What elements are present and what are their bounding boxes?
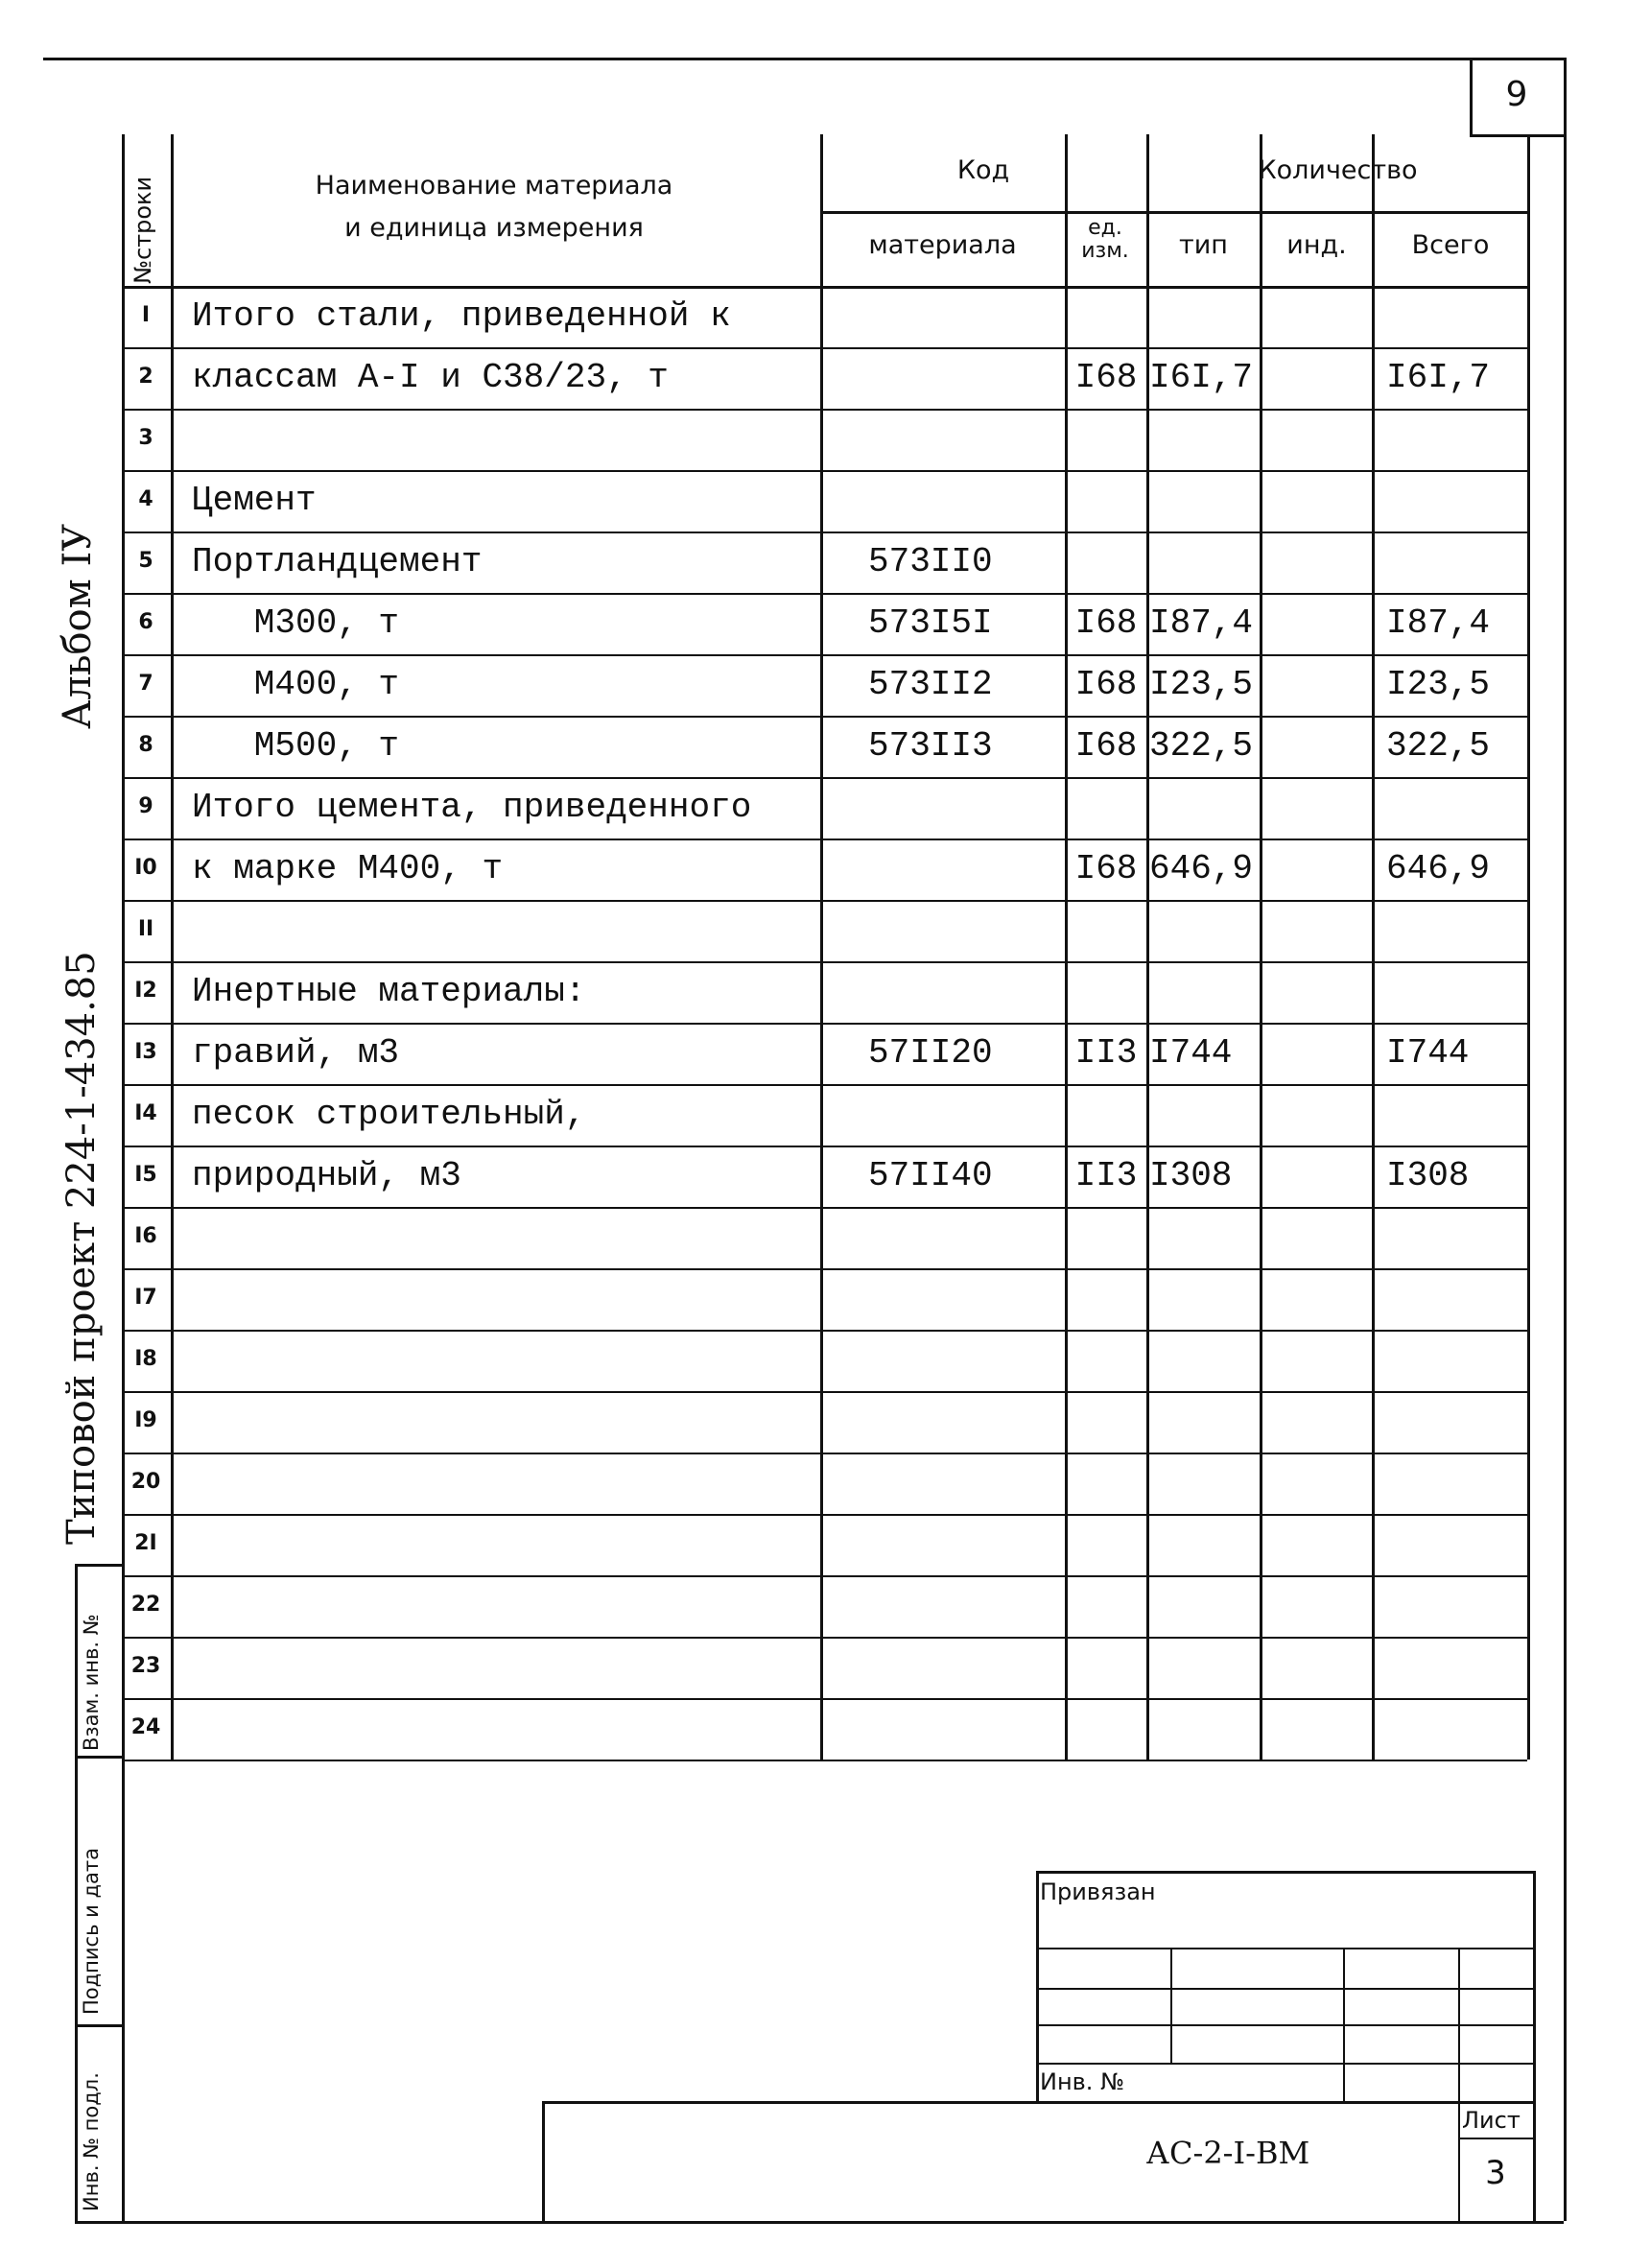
- grid-line: [122, 716, 1527, 718]
- grid-line: [820, 211, 1527, 214]
- grid-line: [122, 777, 1527, 779]
- album-label: Альбом IУ: [56, 523, 100, 729]
- inv-orig-label: Инв. № подл.: [80, 2072, 103, 2211]
- cell-typ: 646,9: [1149, 849, 1254, 888]
- grid-line: [122, 532, 1527, 533]
- header-name-line2: и единица измерения: [344, 213, 644, 243]
- row-number: I6: [134, 1224, 157, 1248]
- cell-typ: I6I,7: [1149, 358, 1254, 397]
- cell-unit: I68: [1074, 665, 1138, 704]
- sheet-code: АС-2-I-ВМ: [1145, 2135, 1310, 2171]
- grid-line: [122, 1453, 1527, 1454]
- row-number: 20: [130, 1470, 161, 1494]
- inv-no-label: Инв. №: [1040, 2068, 1125, 2095]
- grid-line: [122, 654, 1527, 656]
- cell-name: к марке М400, т: [192, 849, 504, 888]
- header-name-line1: Наименование материала: [315, 171, 673, 201]
- row-number: I9: [134, 1408, 157, 1432]
- sheet-label: Лист: [1462, 2107, 1521, 2134]
- grid-line: [122, 1330, 1527, 1332]
- row-number: I3: [134, 1040, 157, 1064]
- grid-line: [122, 1575, 1527, 1577]
- grid-line: [122, 1760, 1527, 1761]
- cell-name: Портландцемент: [192, 542, 483, 581]
- grid-line: [122, 900, 1527, 902]
- cell-unit: I68: [1074, 358, 1138, 397]
- cell-typ: I308: [1149, 1156, 1233, 1195]
- header-qty-group: Количество: [1258, 155, 1418, 185]
- row-number: I0: [134, 856, 157, 880]
- cell-mat: 573I5I: [868, 603, 993, 643]
- grid-line: [122, 1084, 1527, 1086]
- grid-line: [122, 286, 1527, 289]
- cell-name: песок строительный,: [192, 1095, 586, 1134]
- cell-total: 322,5: [1386, 726, 1491, 766]
- grid-line: [122, 961, 1527, 963]
- cell-unit: II3: [1074, 1033, 1138, 1073]
- cell-name: гравий, м3: [192, 1033, 400, 1073]
- row-number: 3: [138, 426, 153, 450]
- cell-mat: 573II0: [868, 542, 993, 581]
- cell-unit: I68: [1074, 849, 1138, 888]
- grid-line: [122, 1023, 1527, 1025]
- grid-line: [122, 470, 1527, 472]
- grid-line: [1527, 134, 1530, 1760]
- attached-label: Привязан: [1040, 1878, 1156, 1905]
- header-code-material: материала: [868, 230, 1017, 260]
- sheet-number: 3: [1485, 2154, 1506, 2192]
- project-label: Типовой проект 224-1-434.85: [59, 951, 104, 1545]
- page-number: 9: [1505, 75, 1528, 114]
- cell-total: I744: [1386, 1033, 1470, 1073]
- cell-mat: 573II2: [868, 665, 993, 704]
- cell-name: природный, м3: [192, 1156, 461, 1195]
- cell-mat: 573II3: [868, 726, 993, 766]
- cell-typ: I87,4: [1149, 603, 1254, 643]
- header-qty-ind: инд.: [1286, 230, 1347, 260]
- cell-typ: 322,5: [1149, 726, 1254, 766]
- row-number: 2I: [134, 1531, 157, 1555]
- cell-total: I87,4: [1386, 603, 1491, 643]
- row-number: 7: [138, 672, 153, 696]
- cell-name: Итого цемента, приведенного: [192, 788, 752, 827]
- cell-name: М500, т: [192, 726, 400, 766]
- grid-line: [122, 839, 1527, 840]
- row-number: I: [141, 303, 151, 327]
- cell-total: I308: [1386, 1156, 1470, 1195]
- cell-typ: I744: [1149, 1033, 1233, 1073]
- row-number: II: [137, 917, 154, 941]
- header-code-group: Код: [956, 155, 1010, 185]
- grid-line: [122, 1268, 1527, 1270]
- cell-mat: 57II40: [868, 1156, 993, 1195]
- row-number: 6: [138, 610, 153, 634]
- row-number: I4: [134, 1101, 157, 1125]
- header-code-unit: ед. изм.: [1081, 216, 1129, 263]
- row-number: 8: [138, 733, 153, 757]
- header-qty-total: Всего: [1411, 230, 1490, 260]
- cell-name: М300, т: [192, 603, 400, 643]
- header-qty-type: тип: [1179, 230, 1228, 260]
- grid-line: [122, 593, 1527, 595]
- row-number: 4: [138, 487, 153, 511]
- grid-line: [122, 1698, 1527, 1700]
- row-number: 24: [130, 1715, 161, 1739]
- cell-unit: II3: [1074, 1156, 1138, 1195]
- row-number: I5: [134, 1163, 157, 1187]
- grid-line: [122, 1146, 1527, 1147]
- cell-total: I23,5: [1386, 665, 1491, 704]
- cell-name: М400, т: [192, 665, 400, 704]
- row-number: I7: [134, 1286, 157, 1310]
- grid-line: [122, 347, 1527, 349]
- cell-total: I6I,7: [1386, 358, 1491, 397]
- cell-total: 646,9: [1386, 849, 1491, 888]
- row-number: I8: [134, 1347, 157, 1371]
- grid-line: [122, 1514, 1527, 1516]
- row-number: 22: [130, 1593, 161, 1617]
- row-number: I2: [134, 979, 157, 1003]
- grid-line: [122, 409, 1527, 411]
- cell-unit: I68: [1074, 603, 1138, 643]
- sign-date-label: Подпись и дата: [80, 1848, 103, 2015]
- row-number: 5: [138, 549, 153, 573]
- cell-mat: 57II20: [868, 1033, 993, 1073]
- cell-name: Итого стали, приведенной к: [192, 296, 731, 336]
- grid-line: [122, 1207, 1527, 1209]
- replace-inv-label: Взам. инв. №: [80, 1614, 103, 1751]
- grid-line: [122, 1391, 1527, 1393]
- cell-name: классам А-I и С38/23, т: [192, 358, 669, 397]
- grid-line: [122, 1637, 1527, 1639]
- cell-typ: I23,5: [1149, 665, 1254, 704]
- row-number: 23: [130, 1654, 161, 1678]
- cell-name: Инертные материалы:: [192, 972, 586, 1011]
- cell-name: Цемент: [192, 481, 317, 520]
- cell-unit: I68: [1074, 726, 1138, 766]
- row-number: 9: [138, 794, 153, 818]
- row-number: 2: [138, 365, 153, 389]
- header-row-no: №строки: [130, 176, 156, 284]
